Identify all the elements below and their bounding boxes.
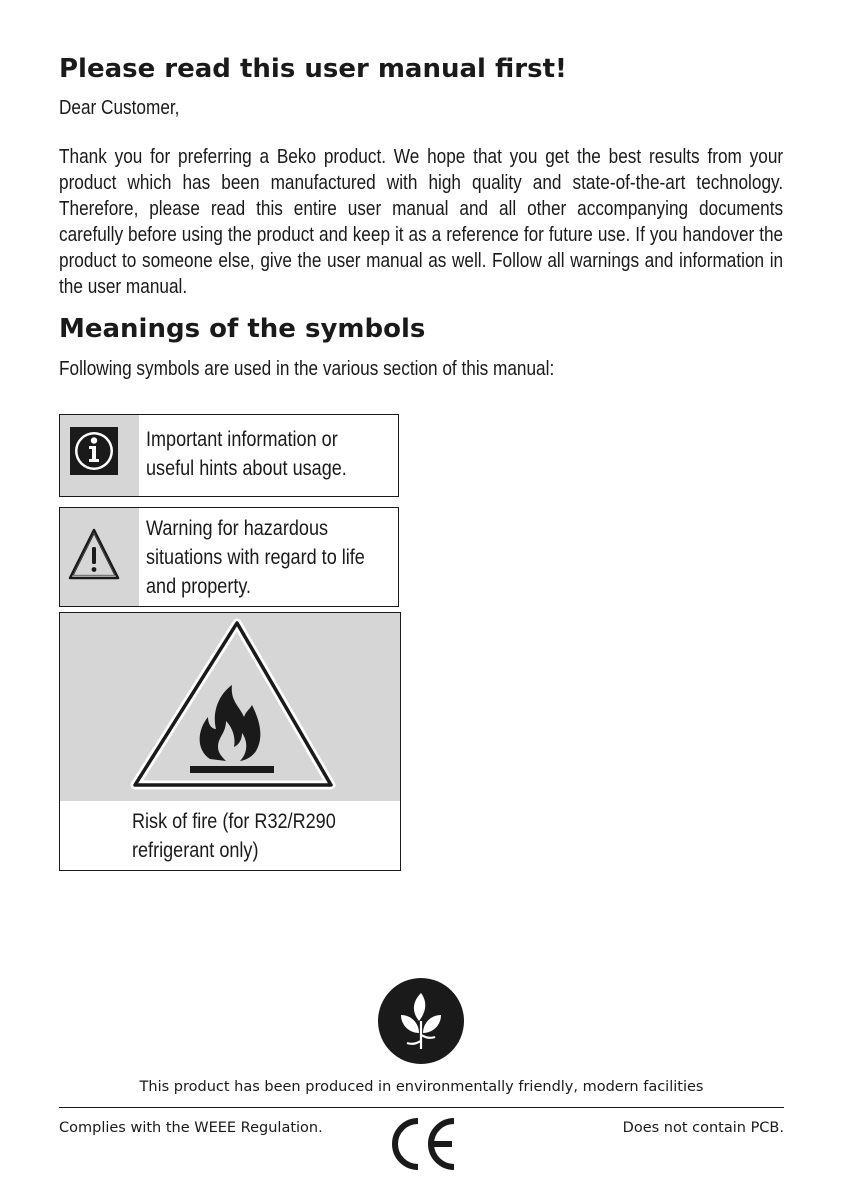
symbol-warning-line: situations with regard to life <box>146 546 365 569</box>
ce-mark-icon <box>386 1116 460 1172</box>
greeting: Dear Customer, <box>59 97 180 119</box>
symbol-warning-text <box>146 514 365 601</box>
symbols-title: Meanings of the symbols <box>59 314 426 344</box>
eco-caption: This product has been produced in environmentally friendly, modern facilities <box>139 1079 704 1095</box>
pcb-statement: Does not contain PCB. <box>622 1120 784 1136</box>
info-icon <box>60 415 139 496</box>
symbol-warning-line: and property. <box>146 575 252 598</box>
symbol-info-text <box>146 425 347 483</box>
symbol-fire-box <box>59 612 401 871</box>
weee-statement: Complies with the WEEE Regulation. <box>59 1120 323 1136</box>
fire-hazard-icon <box>60 613 400 801</box>
symbol-info-line: useful hints about usage. <box>146 457 347 480</box>
symbol-fire-text <box>132 807 336 865</box>
symbol-icon-area <box>60 613 400 801</box>
symbol-fire-line: refrigerant only) <box>132 839 259 862</box>
page-title: Please read this user manual first! <box>59 54 567 84</box>
warning-icon <box>60 508 139 606</box>
footer-divider <box>59 1107 784 1108</box>
symbol-warning-box <box>59 507 399 607</box>
symbol-fire-line: Risk of fire (for R32/R290 <box>132 810 336 833</box>
eco-leaf-icon <box>377 977 465 1065</box>
symbol-icon-area <box>60 415 139 496</box>
symbol-info-line: Important information or <box>146 428 338 451</box>
intro-paragraph: Thank you for preferring a Beko product. We hope that you get the best results from your product which has been manufactured with high quality and state-of-the-art technology. Therefore, please read this entire user manual and all other accompanying documents carefully before using the product and keep it as a reference for future use. If you handover the product to someone else, give the user manual as well. Follow all warnings and information in the user manual. <box>59 146 784 298</box>
symbols-intro: Following symbols are used in the various section of this manual: <box>59 358 555 380</box>
symbol-info-box <box>59 414 399 497</box>
symbol-warning-line: Warning for hazardous <box>146 517 329 540</box>
symbol-icon-area <box>60 508 139 606</box>
